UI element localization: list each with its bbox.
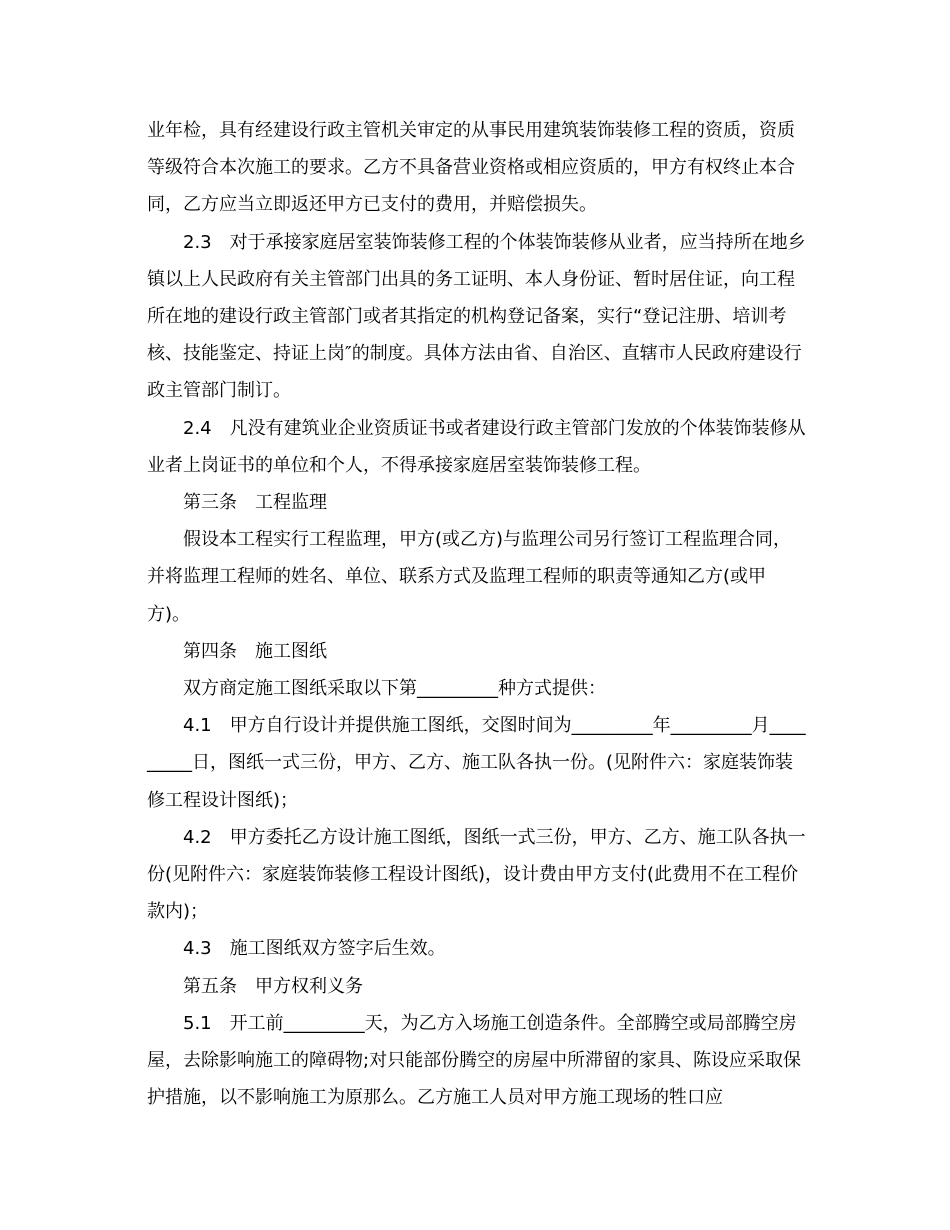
paragraph-clause-4-3: 4.3 施工图纸双方签字后生效。 xyxy=(183,938,446,960)
heading-article-5: 第五条 甲方权利义务 xyxy=(183,975,363,997)
paragraph-article-4-intro: 双方商定施工图纸采取以下第_________种方式提供： xyxy=(183,678,606,700)
paragraph-article-3-body: 假设本工程实行工程监理，甲方(或乙方)与监理公司另行签订工程监理合同，并将监理工程师的姓名、单位、联系方式及监理工程师的职责等通知乙方(或甲方)。 xyxy=(147,529,792,625)
paragraph-clause-2-3: 2.3 对于承接家庭居室装饰装修工程的个体装饰装修从业者，应当持所在地乡镇以上人民政府有关主管部门出具的务工证明、本人身份证、暂时居住证，向工程所在地的建设行政主管部门或者其指定的机构登记备案，实行“登记注册、培训考核、技能鉴定、持证上岗″的制度。具体方法由省、自治区、直辖市人民政府建设行政主管部门制订。 xyxy=(147,231,806,402)
heading-article-3: 第三条 工程监理 xyxy=(183,492,327,514)
heading-article-4: 第四条 施工图纸 xyxy=(183,640,327,662)
paragraph-qualification-continued: 业年检，具有经建设行政主管机关审定的从事民用建筑装饰装修工程的资质，资质等级符合本次施工的要求。乙方不具备营业资格或相应资质的，甲方有权终止本合同，乙方应当立即返还甲方已支付的费用，并赔偿损失。 xyxy=(147,120,795,216)
document-body xyxy=(147,112,807,1116)
paragraph-clause-2-4: 2.4 凡没有建筑业企业资质证书或者建设行政主管部门发放的个体装饰装修从业者上岗证书的单位和个人，不得承接家庭居室装饰装修工程。 xyxy=(147,417,806,476)
paragraph-clause-5-1: 5.1 开工前_________天，为乙方入场施工创造条件。全部腾空或局部腾空房屋，去除影响施工的障碍物;对只能部份腾空的房屋中所滞留的家具、陈设应采取保护措施，以不影响施工为原那么。乙方施工人员对甲方施工现场的牲口应 xyxy=(147,1012,802,1109)
paragraph-clause-4-1: 4.1 甲方自行设计并提供施工图纸，交图时间为_________年_________月_________日，图纸一式三份，甲方、乙方、施工队各执一份。(见附件六：家庭装饰装修工程设计图纸)； xyxy=(147,715,806,811)
paragraph-clause-4-2: 4.2 甲方委托乙方设计施工图纸，图纸一式三份，甲方、乙方、施工队各执一份(见附件六：家庭装饰装修工程设计图纸)，设计费由甲方支付(此费用不在工程价款内)； xyxy=(147,826,806,923)
